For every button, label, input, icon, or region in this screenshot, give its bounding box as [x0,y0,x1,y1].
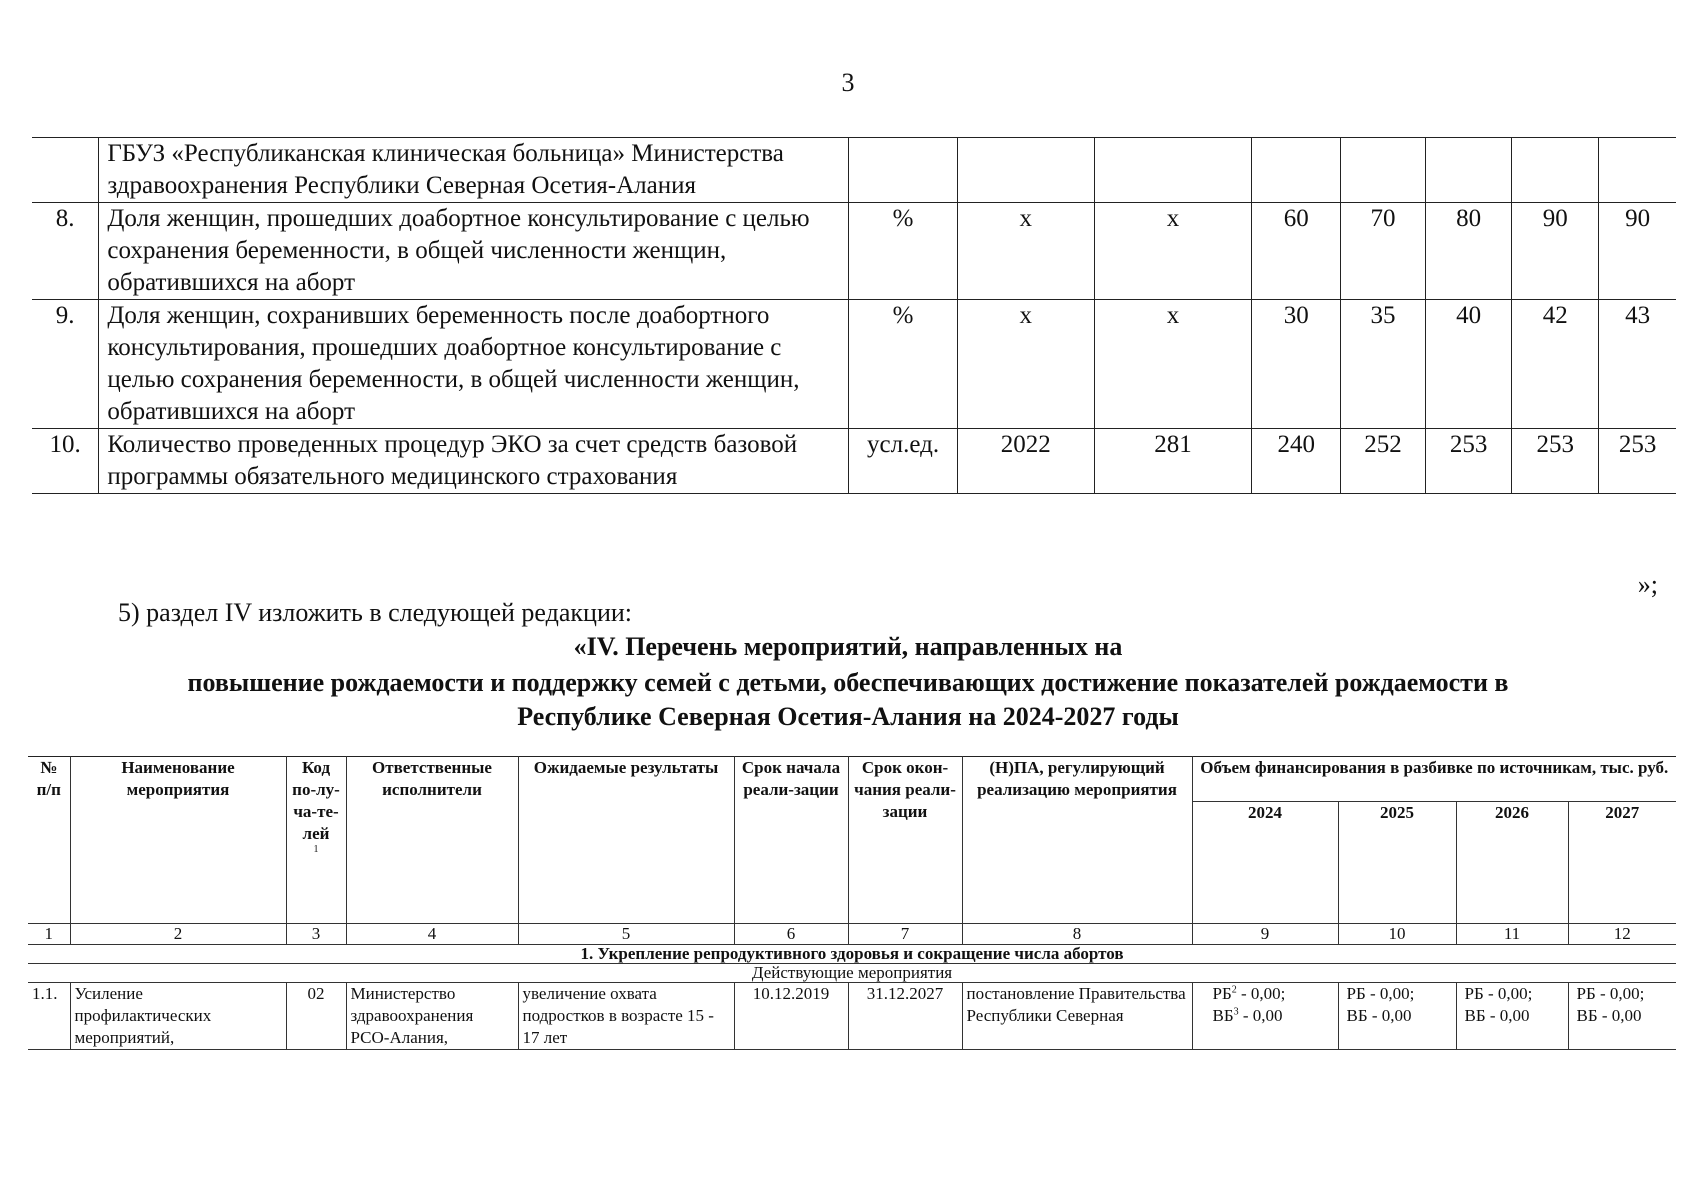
subsection-heading: Действующие мероприятия [28,964,1676,983]
table-row [32,300,1676,429]
header-npa: (Н)ПА, регулирующий реализацию мероприятия [962,757,1192,924]
header-finance: Объем финансирования в разбивке по источникам, тыс. руб. [1192,757,1676,802]
header-code [286,757,346,924]
value-cell: 70 [1341,203,1426,300]
column-number: 2 [70,924,286,945]
column-number: 8 [962,924,1192,945]
finance-vb-line: ВБ - 0,00 [1346,1006,1412,1025]
intro-text: 5) раздел IV изложить в следующей редакции: [118,598,632,627]
value-cell [957,138,1094,203]
section-row [28,945,1676,964]
section-title-line-3: Республике Северная Осетия-Алания на 2024-2027 годы [517,702,1179,731]
row-number: 1.1. [28,983,70,1050]
finance-2025 [1338,983,1456,1050]
indicator-name: Доля женщин, сохранивших беременность после доабортного консультирования, прошедших доабортное консультирование с целью сохранения беременности, в общей численности женщин, обратившихся на аборт [99,300,849,429]
header-num: № п/п [28,757,70,924]
column-number: 3 [286,924,346,945]
column-number: 4 [346,924,518,945]
header-year-2027: 2027 [1568,802,1676,924]
indicator-name: Доля женщин, прошедших доабортное консультирование с целью сохранения беременности, в общей численности женщин, обратившихся на аборт [99,203,849,300]
header-name: Наименование мероприятия [70,757,286,924]
value-cell: 43 [1599,300,1676,429]
finance-2024 [1192,983,1338,1050]
expected-results: увеличение охвата подростков в возрасте 15 - 17 лет [518,983,734,1050]
value-cell: 281 [1094,429,1252,494]
value-cell [1341,138,1426,203]
page-number: 3 [841,68,855,97]
end-date: 31.12.2027 [848,983,962,1050]
recipient-code: 02 [286,983,346,1050]
column-number: 1 [28,924,70,945]
column-number: 9 [1192,924,1338,945]
finance-rb-line: РБ - 0,00; [1346,984,1415,1003]
unit-cell: усл.ед. [849,429,958,494]
row-number: 9. [32,300,99,429]
section-heading: 1. Укрепление репродуктивного здоровья и сокращение числа абортов [28,945,1676,964]
indicators-table [32,137,1676,494]
responsible-executors: Министерство здравоохранения РСО-Алания, [346,983,518,1050]
table-row [28,983,1676,1050]
column-number: 6 [734,924,848,945]
header-code-label: Код по-лу-ча-те-лей [292,758,340,843]
header-code-footnote: 1 [313,844,319,855]
header-results: Ожидаемые результаты [518,757,734,924]
finance-rb-line: РБ - 0,00; [1576,984,1645,1003]
header-year-2026: 2026 [1456,802,1568,924]
value-cell: 80 [1425,203,1512,300]
value-cell: 35 [1341,300,1426,429]
finance-vb-line [1213,1005,1334,1027]
unit-cell: % [849,203,958,300]
start-date: 10.12.2019 [734,983,848,1050]
measures-table [28,756,1676,1050]
column-number: 7 [848,924,962,945]
finance-2026 [1456,983,1568,1050]
closing-quote: »; [1637,570,1658,599]
value-cell [1512,138,1599,203]
footnote-mark: 3 [1233,1006,1239,1018]
finance-vb-line: ВБ - 0,00 [1464,1006,1530,1025]
column-numbers-row [28,924,1676,945]
column-number: 5 [518,924,734,945]
finance-rb-label: РБ [1212,984,1232,1003]
finance-rb-line: РБ - 0,00; [1464,984,1533,1003]
value-cell [1425,138,1512,203]
finance-rb-value: - 0,00; [1236,984,1286,1003]
unit-cell: % [849,300,958,429]
column-number: 10 [1338,924,1456,945]
value-cell: 253 [1512,429,1599,494]
column-number: 12 [1568,924,1676,945]
table-row [32,138,1676,203]
indicator-name: Количество проведенных процедур ЭКО за счет средств базовой программы обязательного медицинского страхования [99,429,849,494]
finance-2027 [1568,983,1676,1050]
table-row [32,203,1676,300]
measure-name: Усиление профилактических мероприятий, [70,983,286,1050]
value-cell: х [957,300,1094,429]
finance-vb-value: - 0,00 [1238,1006,1283,1025]
value-cell: 60 [1252,203,1341,300]
header-start: Срок начала реали-зации [734,757,848,924]
section-title-line-2: повышение рождаемости и поддержку семей с детьми, обеспечивающих достижение показателей рождаемости в [187,668,1509,697]
regulating-act: постановление Правительства Республики Северная [962,983,1192,1050]
value-cell [1094,138,1252,203]
table-row [32,429,1676,494]
unit-cell [849,138,958,203]
subsection-row [28,964,1676,983]
value-cell: х [1094,203,1252,300]
header-end: Срок окон-чания реали-зации [848,757,962,924]
table-header-row [28,757,1676,802]
finance-vb-line: ВБ - 0,00 [1576,1006,1642,1025]
value-cell: 40 [1425,300,1512,429]
finance-rb-line [1213,983,1334,1005]
row-number: 8. [32,203,99,300]
finance-vb-label: ВБ [1212,1006,1234,1025]
value-cell: 240 [1252,429,1341,494]
value-cell: 90 [1599,203,1676,300]
value-cell: 90 [1512,203,1599,300]
row-number: 10. [32,429,99,494]
header-year-2024: 2024 [1192,802,1338,924]
value-cell: 2022 [957,429,1094,494]
row-number [32,138,99,203]
header-executors: Ответственные исполнители [346,757,518,924]
value-cell: 252 [1341,429,1426,494]
indicator-name: ГБУЗ «Республиканская клиническая больница» Министерства здравоохранения Республики Северная Осетия-Алания [99,138,849,203]
header-year-2025: 2025 [1338,802,1456,924]
value-cell: х [957,203,1094,300]
section-title-line-1: «IV. Перечень мероприятий, направленных на [573,632,1123,661]
value-cell: 253 [1425,429,1512,494]
value-cell: 42 [1512,300,1599,429]
column-number: 11 [1456,924,1568,945]
value-cell [1599,138,1676,203]
footnote-mark: 2 [1231,984,1237,996]
value-cell: х [1094,300,1252,429]
value-cell [1252,138,1341,203]
value-cell: 30 [1252,300,1341,429]
value-cell: 253 [1599,429,1676,494]
